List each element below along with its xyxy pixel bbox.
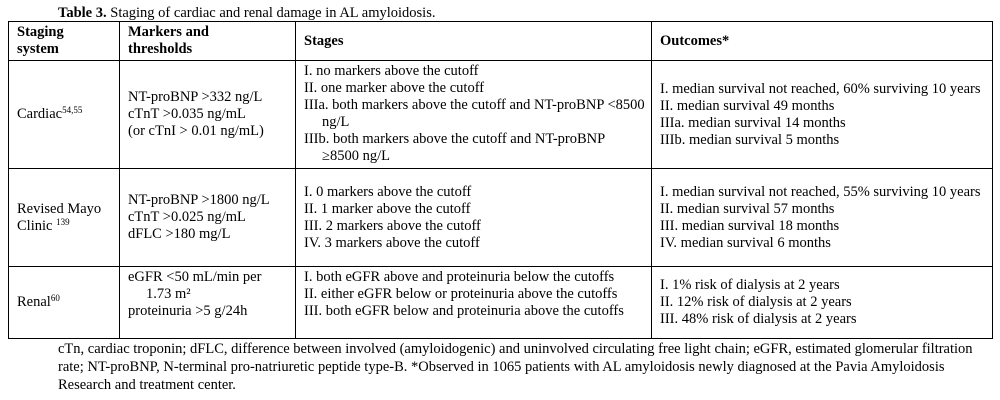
header-markers-line2: thresholds (128, 41, 193, 57)
cell-stages-renal (296, 267, 652, 339)
stage-item: I. no markers above the cutoff (304, 63, 479, 79)
outcome-item: IIIb. median survival 5 months (660, 131, 840, 148)
marker-item: eGFR <50 mL/min per 1.73 m² (128, 269, 262, 302)
cell-outcomes-cardiac (652, 61, 993, 169)
marker-item: cTnT >0.035 ng/mL (128, 106, 246, 122)
header-staging-system (9, 22, 120, 61)
outcome-item: II. median survival 49 months (660, 97, 835, 114)
marker-item: proteinuria >5 g/24h (128, 303, 248, 319)
outcome-item: II. median survival 57 months (660, 200, 835, 217)
stage-item: III. both eGFR below and proteinuria above the cutoffs (304, 303, 624, 319)
header-stages: Stages (296, 22, 652, 61)
table-caption (58, 5, 435, 22)
header-markers (120, 22, 296, 61)
cell-markers-cardiac (120, 61, 296, 169)
outcome-item: I. median survival not reached, 55% surviving 10 years (660, 183, 981, 200)
cell-markers-mayo (120, 169, 296, 267)
cell-markers-renal (120, 267, 296, 339)
header-markers-line1: Markers and (128, 24, 209, 40)
marker-item: NT-proBNP >332 ng/L (128, 89, 263, 105)
table-row-cardiac (9, 61, 993, 169)
outcome-item: III. median survival 18 months (660, 217, 840, 234)
cell-system-renal (9, 267, 120, 339)
marker-item: NT-proBNP >1800 ng/L (128, 192, 270, 208)
header-staging-line2: system (17, 41, 59, 57)
header-outcomes: Outcomes* (652, 22, 993, 61)
marker-item: cTnT >0.025 ng/mL (128, 209, 246, 225)
system-name: Revised Mayo Clinic (17, 200, 102, 234)
cell-system-cardiac (9, 61, 120, 169)
outcome-item: I. median survival not reached, 60% surviving 10 years (660, 80, 981, 97)
cell-outcomes-mayo (652, 169, 993, 267)
reference-superscript: 54,55 (62, 105, 83, 115)
table-footnote: cTn, cardiac troponin; dFLC, difference between involved (amyloidogenic) and uninvolved circulating free light chain; eGFR, estimated glomerular filtration rate; NT-proBNP, N-terminal pro-natriuretic peptide type-B. *Observed in 1065 patients with AL amyloidosis newly diagnosed at the Pavia Amyloidosis Research and treatment center. (58, 341, 973, 393)
table-row-renal (9, 267, 993, 339)
stage-item: II. 1 marker above the cutoff (304, 200, 471, 217)
system-name: Renal (17, 294, 51, 310)
marker-item: dFLC >180 mg/L (128, 226, 231, 242)
reference-superscript: 60 (50, 293, 60, 303)
reference-superscript: 139 (56, 216, 70, 227)
outcome-item: IV. median survival 6 months (660, 234, 831, 251)
marker-item: (or cTnI > 0.01 ng/mL) (128, 123, 264, 139)
system-name: Cardiac (17, 106, 63, 122)
stage-item: III. 2 markers above the cutoff (304, 217, 481, 234)
cell-stages-mayo (296, 169, 652, 267)
stage-item: II. either eGFR below or proteinuria above the cutoffs (304, 286, 618, 302)
header-row (9, 22, 993, 61)
outcome-item: II. 12% risk of dialysis at 2 years (660, 294, 852, 310)
stage-item: II. one marker above the cutoff (304, 80, 485, 96)
header-staging-line1: Staging (17, 24, 64, 40)
stage-item: I. both eGFR above and proteinuria below the cutoffs (304, 269, 615, 285)
caption-text: Staging of cardiac and renal damage in AL amyloidosis. (110, 5, 436, 21)
staging-table (8, 21, 993, 339)
cell-stages-cardiac (296, 61, 652, 169)
cell-system-mayo (9, 169, 120, 267)
stage-item: IIIa. both markers above the cutoff and NT-proBNP <8500 ng/L (304, 97, 645, 130)
caption-label: Table 3. (58, 5, 107, 21)
stage-item: I. 0 markers above the cutoff (304, 183, 472, 200)
outcome-item: III. 48% risk of dialysis at 2 years (660, 311, 857, 327)
outcome-item: I. 1% risk of dialysis at 2 years (660, 277, 840, 293)
stage-item: IIIb. both markers above the cutoff and NT-proBNP ≥8500 ng/L (304, 131, 605, 164)
outcome-item: IIIa. median survival 14 months (660, 114, 846, 131)
table-row-mayo (9, 169, 993, 267)
cell-outcomes-renal (652, 267, 993, 339)
stage-item: IV. 3 markers above the cutoff (304, 234, 480, 251)
